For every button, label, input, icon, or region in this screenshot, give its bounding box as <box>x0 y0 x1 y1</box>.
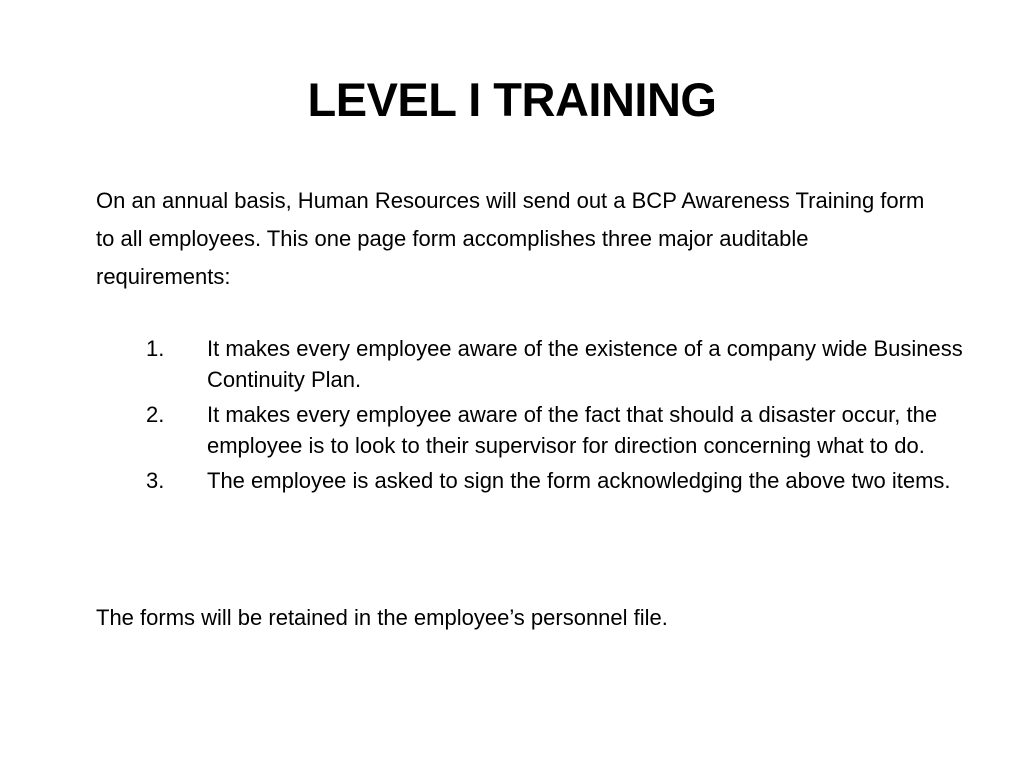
list-item-number: 3. <box>146 468 165 493</box>
slide-title: LEVEL I TRAINING <box>307 73 717 126</box>
list-item-number: 2. <box>146 402 165 427</box>
list-item-text: The employee is asked to sign the form acknowledging the above two items. <box>207 468 951 493</box>
list-item <box>146 465 966 496</box>
requirements-list <box>146 333 966 500</box>
intro-paragraph: On an annual basis, Human Resources will send out a BCP Awareness Training form to all employees. This one page form accomplishes three major auditable requirements: <box>96 188 925 289</box>
list-item-number: 1. <box>146 336 165 361</box>
list-item <box>146 333 966 395</box>
closing-paragraph: The forms will be retained in the employee’s personnel file. <box>96 605 668 630</box>
list-item-text: It makes every employee aware of the fact that should a disaster occur, the employee is to look to their supervisor for direction concerning what to do. <box>207 402 938 458</box>
list-item <box>146 399 966 461</box>
list-item-text: It makes every employee aware of the existence of a company wide Business Continuity Plan. <box>207 336 963 392</box>
